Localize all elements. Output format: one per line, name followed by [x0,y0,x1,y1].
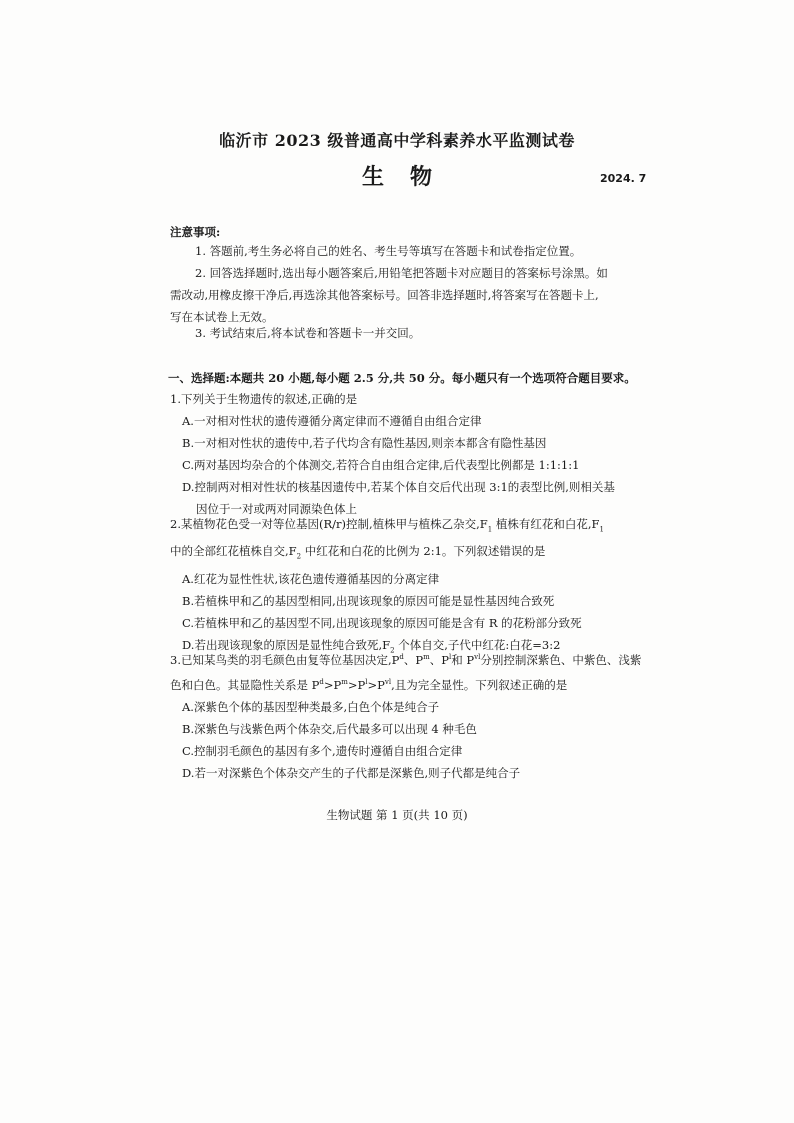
page-footer: 生物试题 第 1 页(共 10 页) [326,808,468,822]
superscript: l [365,677,368,686]
question-2-option-a: A.红花为显性性状,该花色遗传遵循基因的分离定律 [182,571,440,586]
subscript: 1 [599,525,604,534]
question-3-option-d: D.若一对深紫色个体杂交产生的子代都是深紫色,则子代都是纯合子 [182,765,521,780]
question-2-stem-line-2 [170,540,640,567]
question-1-option-d-cont: 因位于一对或两对同源染色体上 [196,502,357,516]
exam-title: 临沂市 2023 级普通高中学科素养水平监测试卷 [219,131,575,150]
subscript: 2 [390,645,395,654]
superscript: vl [474,653,481,661]
notice-item-3-text: 3. 考试结束后,将本试卷和答题卡一并交回。 [195,326,421,340]
subscript: 2 [296,552,302,561]
superscript: vl [384,677,392,686]
question-1-option-a: A.一对相对性状的遗传遵循分离定律而不遵循自由组合定律 [182,414,482,428]
q2-stem-part: 2.某植物花色受一对等位基因(R/r)控制,植株甲与植株乙杂交,F [170,517,488,531]
notice-item-2-line-3: 写在本试卷上无效。 [170,310,274,324]
question-1 [170,388,640,520]
superscript: m [423,653,430,661]
question-2 [170,513,640,661]
question-3-option-b: B.深紫色与浅紫色两个体杂交,后代最多可以出现 4 种毛色 [182,721,477,736]
notice-item-1 [170,240,640,262]
section-heading [170,367,640,389]
q3-stem-part: >P [367,677,385,692]
question-2-option-c: C.若植株甲和乙的基因型不同,出现该现象的原因可能是含有 R 的花粉部分致死 [182,615,582,630]
q3-stem-part: 和 P [451,652,475,667]
question-1-option-d: D.控制两对相对性状的核基因遗传中,若某个体自交后代出现 3:1的表型比例,则相关基 [182,480,615,494]
notice-item-2-line-2: 需改动,用橡皮擦干净后,再选涂其他答案标号。回答非选择题时,将答案写在答题卡上, [170,288,599,302]
superscript: l [449,653,452,661]
question-3-option-c: C.控制羽毛颜色的基因有多个,遗传时遵循自由组合定律 [182,743,463,758]
notice-heading: 注意事项: [170,225,221,239]
notice-item-1-text: 1. 答题前,考生务必将自己的姓名、考生号等填写在答题卡和试卷指定位置。 [195,244,582,258]
q3-stem-part: >P [323,677,342,692]
subject-title: 生物 [361,164,458,190]
question-1-option-b: B.一对相对性状的遗传中,若子代均含有隐性基因,则亲本都含有隐性基因 [182,436,547,450]
q2-option-d-part: 个体自交,子代中红花:白花=3:2 [394,637,561,652]
q3-stem-part: >P [347,677,366,692]
q2-stem-part: 中的全部红花植株自交,F [170,544,297,559]
q3-stem-part: 3.已知某鸟类的羽毛颜色由复等位基因决定,P [170,652,400,667]
q3-stem-part: 分别控制深紫色、中紫色、浅紫 [480,652,642,667]
q3-stem-part: 、P [429,652,449,667]
superscript: d [319,677,324,686]
question-1-option-c: C.两对基因均杂合的个体测交,若符合自由组合定律,后代表型比例都是 1:1:1:1 [182,458,580,472]
q3-stem-part: 、P [403,652,424,667]
subscript: 1 [487,525,493,534]
question-2-option-b: B.若植株甲和乙的基因型相同,出现该现象的原因可能是显性基因纯合致死 [182,593,555,608]
question-3-stem [170,646,640,671]
question-3 [170,646,640,784]
q2-option-d-part: D.若出现该现象的原因是显性纯合致死,F [182,637,391,652]
q3-stem-part: ,且为完全显性。下列叙述正确的是 [391,677,568,692]
question-3-option-a: A.深紫色个体的基因型种类最多,白色个体是纯合子 [182,699,440,714]
q2-stem-part: 植株有红花和白花,F [492,517,600,531]
question-3-stem-line-2 [170,671,640,696]
superscript: d [399,653,404,661]
exam-date: 2024. 7 [600,172,647,185]
q2-stem-part: 中红花和白花的比例为 2:1。下列叙述错误的是 [301,544,546,559]
section-heading-text: 一、选择题:本题共 20 小题,每小题 2.5 分,共 50 分。每小题只有一个选项符合题目要求。 [168,371,636,385]
notice-item-3 [170,322,640,344]
q3-stem-part: 色和白色。其显隐性关系是 P [170,677,320,692]
notice-item-2 [170,262,640,328]
notice-item-2-line-1: 2. 回答选择题时,选出每小题答案后,用铅笔把答题卡对应题目的答案标号涂黑。如 [195,266,608,280]
question-2-stem [170,513,640,540]
question-1-stem: 1.下列关于生物遗传的叙述,正确的是 [170,392,358,406]
superscript: m [341,677,348,686]
